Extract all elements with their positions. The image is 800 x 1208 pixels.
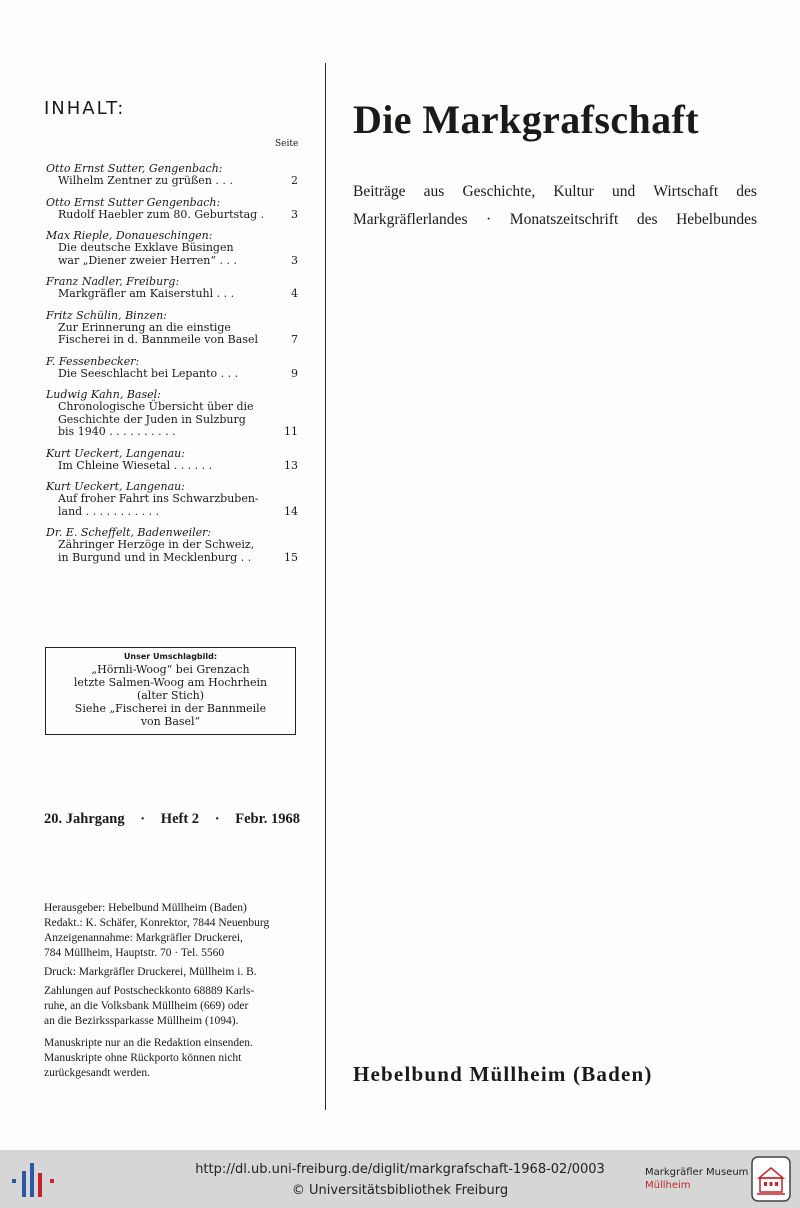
toc-title: Im Chleine Wiesetal . . . . . .	[58, 458, 213, 472]
toc-title: Chronologische Übersicht über die	[58, 400, 254, 413]
toc-author: F. Fessenbecker:	[46, 354, 140, 368]
toc-title-line	[46, 460, 298, 473]
toc-title-line	[46, 255, 298, 268]
toc-page-number: 4	[291, 287, 298, 300]
toc-title-line	[46, 539, 298, 552]
issue-number: Heft 2	[160, 811, 200, 827]
toc-entry	[46, 309, 298, 347]
toc-title: Auf froher Fahrt ins Schwarzbuben-	[58, 492, 259, 505]
toc-title-line	[46, 552, 298, 565]
subtitle-word: und	[611, 183, 636, 200]
subtitle-word: Beiträge	[353, 183, 406, 200]
document-url-link[interactable]: http://dl.ub.uni-freiburg.de/diglit/markgrafschaft-1968-02/0003	[195, 1162, 605, 1177]
toc-title: Wilhelm Zentner zu grüßen . . .	[58, 174, 233, 187]
toc-title: land . . . . . . . . . . .	[58, 504, 160, 518]
subtitle-word: Hebelbundes	[676, 211, 757, 228]
toc-title-line	[46, 209, 298, 222]
imprint-publisher: Herausgeber: Hebelbund Müllheim (Baden)	[44, 902, 247, 914]
toc-page-number: 7	[291, 333, 298, 346]
toc-page-number: 14	[284, 504, 298, 518]
toc-title: Rudolf Haebler zum 80. Geburtstag .	[58, 207, 265, 221]
masthead-title: Die Markgrafschaft	[353, 97, 699, 142]
cover-caption-box	[45, 647, 296, 735]
subtitle-word: des	[636, 211, 658, 228]
toc-page-number: 9	[291, 366, 298, 380]
toc-entry	[46, 480, 298, 518]
museum-label	[645, 1166, 748, 1192]
footer-bar	[0, 1150, 800, 1208]
subtitle-line	[353, 206, 757, 234]
toc-title-line	[46, 493, 298, 506]
subtitle-word: Wirtschaft	[653, 183, 719, 200]
cover-caption-line: (alter Stich)	[136, 689, 205, 702]
toc-page-number: 11	[284, 425, 298, 438]
toc-title-line	[46, 175, 298, 188]
publisher-line: Hebelbund Müllheim (Baden)	[353, 1062, 653, 1086]
toc-page-label: Seite	[275, 139, 299, 149]
issue-separator: ·	[140, 811, 146, 827]
toc-title: Die deutsche Exklave Büsingen	[58, 241, 234, 254]
subtitle-word: des	[736, 183, 757, 200]
toc-title: Geschichte der Juden in Sulzburg	[58, 412, 246, 426]
issue-line	[44, 811, 300, 828]
table-of-contents	[46, 162, 298, 572]
imprint-ads: 784 Müllheim, Hauptstr. 70 · Tel. 5560	[44, 947, 225, 959]
subtitle-word: Markgräflerlandes	[353, 211, 468, 228]
toc-title-line	[46, 401, 298, 414]
subtitle-word: aus	[423, 183, 445, 200]
imprint-ads: Anzeigenannahme: Markgräfler Druckerei,	[44, 932, 243, 944]
toc-title-line	[46, 288, 298, 301]
toc-entry	[46, 162, 298, 188]
toc-author: Kurt Ueckert, Langenau:	[46, 480, 185, 493]
toc-page-number: 3	[291, 207, 298, 221]
toc-author: Fritz Schülin, Binzen:	[46, 308, 167, 322]
toc-page-number: 13	[284, 458, 298, 472]
toc-entry	[46, 196, 298, 222]
subtitle-line	[353, 178, 757, 206]
subtitle-word: Geschichte,	[462, 183, 536, 200]
imprint-payment: an die Bezirkssparkasse Müllheim (1094).	[44, 1015, 239, 1027]
imprint-print: Druck: Markgräfler Druckerei, Müllheim i. B.	[44, 966, 257, 978]
toc-author: Kurt Ueckert, Langenau:	[46, 446, 185, 460]
toc-title: Fischerei in d. Bannmeile von Basel	[58, 333, 258, 346]
toc-author: Max Rieple, Donaueschingen:	[46, 229, 213, 242]
cover-caption-line: „Hörnli-Woog“ bei Grenzach	[91, 663, 250, 676]
toc-title: Zur Erinnerung an die einstige	[58, 320, 231, 334]
cover-caption-line: letzte Salmen-Woog am Hochrhein	[73, 676, 268, 689]
toc-heading: INHALT:	[44, 98, 126, 119]
column-divider	[325, 63, 326, 1110]
issue-separator: ·	[214, 811, 220, 827]
toc-entry	[46, 447, 298, 473]
imprint-editor: Redakt.: K. Schäfer, Konrektor, 7844 Neuenburg	[44, 917, 270, 929]
toc-entry	[46, 355, 298, 381]
toc-title: Markgräfler am Kaiserstuhl . . .	[58, 287, 235, 300]
imprint-manuscripts: Manuskripte nur an die Redaktion einsenden.	[44, 1037, 253, 1049]
museum-name: Markgräfler Museum	[645, 1167, 749, 1178]
cover-caption-line: von Basel“	[140, 715, 201, 728]
masthead-subtitle	[353, 178, 757, 234]
issue-date: Febr. 1968	[235, 811, 300, 827]
toc-author: Franz Nadler, Freiburg:	[46, 275, 180, 288]
toc-entry	[46, 229, 298, 267]
toc-title: in Burgund und in Mecklenburg . .	[58, 550, 252, 564]
museum-building-icon	[751, 1156, 791, 1202]
toc-entry	[46, 275, 298, 301]
subtitle-word: ·	[486, 211, 492, 228]
toc-author: Ludwig Kahn, Basel:	[46, 388, 161, 401]
imprint-payment: ruhe, an die Volksbank Müllheim (669) oder	[44, 1000, 249, 1012]
toc-title: war „Diener zweier Herren“ . . .	[58, 253, 237, 267]
toc-author: Otto Ernst Sutter Gengenbach:	[46, 195, 221, 209]
toc-title: Die Seeschlacht bei Lepanto . . .	[58, 366, 239, 380]
toc-author: Dr. E. Scheffelt, Badenweiler:	[46, 526, 212, 539]
subtitle-word: Kultur	[553, 183, 594, 200]
imprint-payment: Zahlungen auf Postscheckkonto 68889 Karls-	[44, 985, 255, 997]
toc-title-line	[46, 426, 298, 439]
subtitle-word: Monatszeitschrift	[509, 211, 619, 228]
toc-page-number: 15	[284, 550, 298, 564]
toc-page-number: 2	[291, 174, 298, 187]
issue-volume: 20. Jahrgang	[44, 811, 125, 827]
toc-author: Otto Ernst Sutter, Gengenbach:	[46, 162, 223, 175]
toc-title-line	[46, 506, 298, 519]
imprint-manuscripts: Manuskripte ohne Rückporto können nicht	[44, 1052, 242, 1064]
cover-caption-title: Unser Umschlagbild:	[123, 652, 218, 661]
cover-caption-line: Siehe „Fischerei in der Bannmeile	[74, 702, 267, 715]
copyright-text: © Universitätsbibliothek Freiburg	[291, 1183, 509, 1198]
toc-title-line	[46, 242, 298, 255]
toc-entry	[46, 526, 298, 564]
museum-city: Müllheim	[645, 1180, 691, 1191]
toc-title: bis 1940 . . . . . . . . . .	[58, 425, 176, 438]
toc-entry	[46, 388, 298, 439]
toc-title-line	[46, 368, 298, 381]
toc-page-number: 3	[291, 253, 298, 267]
imprint-manuscripts: zurückgesandt werden.	[44, 1067, 151, 1079]
imprint	[44, 901, 300, 1081]
toc-title-line	[46, 334, 298, 347]
toc-title: Zähringer Herzöge in der Schweiz,	[58, 538, 255, 551]
